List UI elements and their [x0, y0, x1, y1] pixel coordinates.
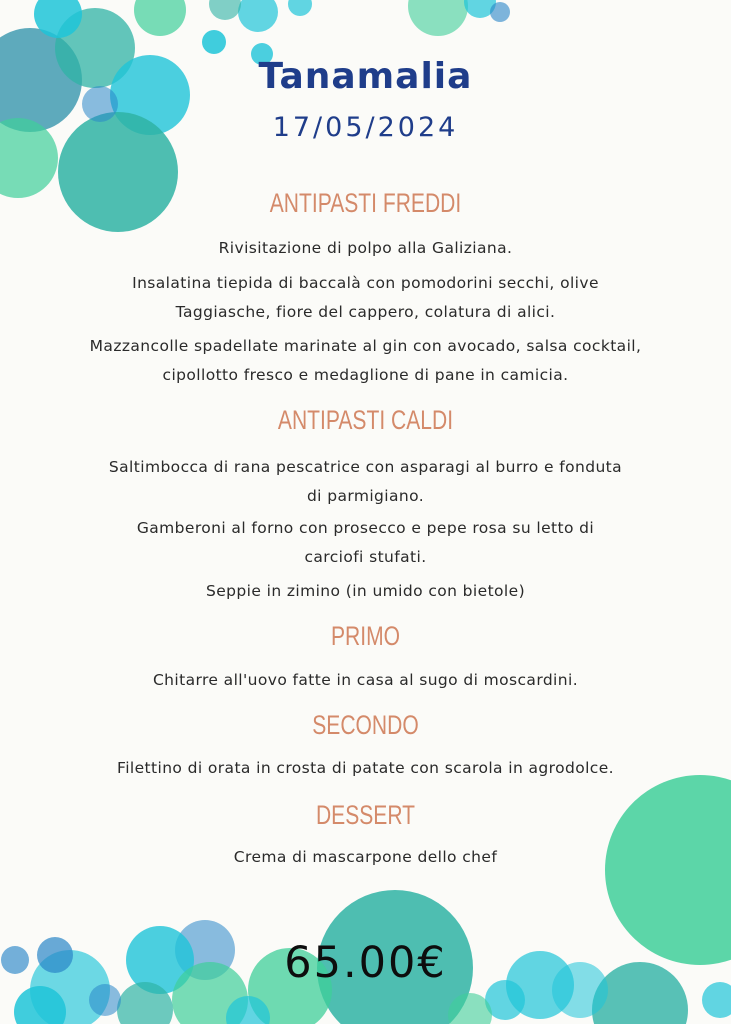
menu-price: 65.00€	[284, 938, 447, 988]
section-heading-dessert: DESSERT	[315, 800, 416, 830]
menu-item: Chitarre all'uovo fatte in casa al sugo di moscardini.	[152, 671, 579, 689]
menu-item: Saltimbocca di rana pescatrice con asparagi al burro e fonduta di parmigiano.	[108, 458, 623, 505]
section-heading-antipasti-caldi: ANTIPASTI CALDI	[277, 405, 454, 435]
section-heading-secondo: SECONDO	[312, 710, 419, 740]
menu-item: Filettino di orata in crosta di patate con scarola in agrodolce.	[117, 759, 614, 777]
restaurant-name: Tanamalia	[258, 56, 473, 97]
section-heading-antipasti-freddi: ANTIPASTI FREDDI	[269, 188, 462, 218]
menu-item: Gamberoni al forno con prosecco e pepe rosa su letto di carciofi stufati.	[136, 519, 595, 566]
menu-date: 17/05/2024	[272, 112, 459, 143]
menu-item: Seppie in zimino (in umido con bietole)	[205, 582, 526, 600]
menu-item: Rivisitazione di polpo alla Galiziana.	[218, 239, 513, 257]
menu-item: Insalatina tiepida di baccalà con pomodorini secchi, olive Taggiasche, fiore del cappero, colatura di alici.	[132, 274, 599, 321]
section-heading-primo: PRIMO	[330, 621, 401, 651]
menu-item: Crema di mascarpone dello chef	[233, 848, 498, 866]
menu-item: Mazzancolle spadellate marinate al gin con avocado, salsa cocktail, cipollotto fresco e medaglione di pane in camicia.	[89, 337, 642, 384]
